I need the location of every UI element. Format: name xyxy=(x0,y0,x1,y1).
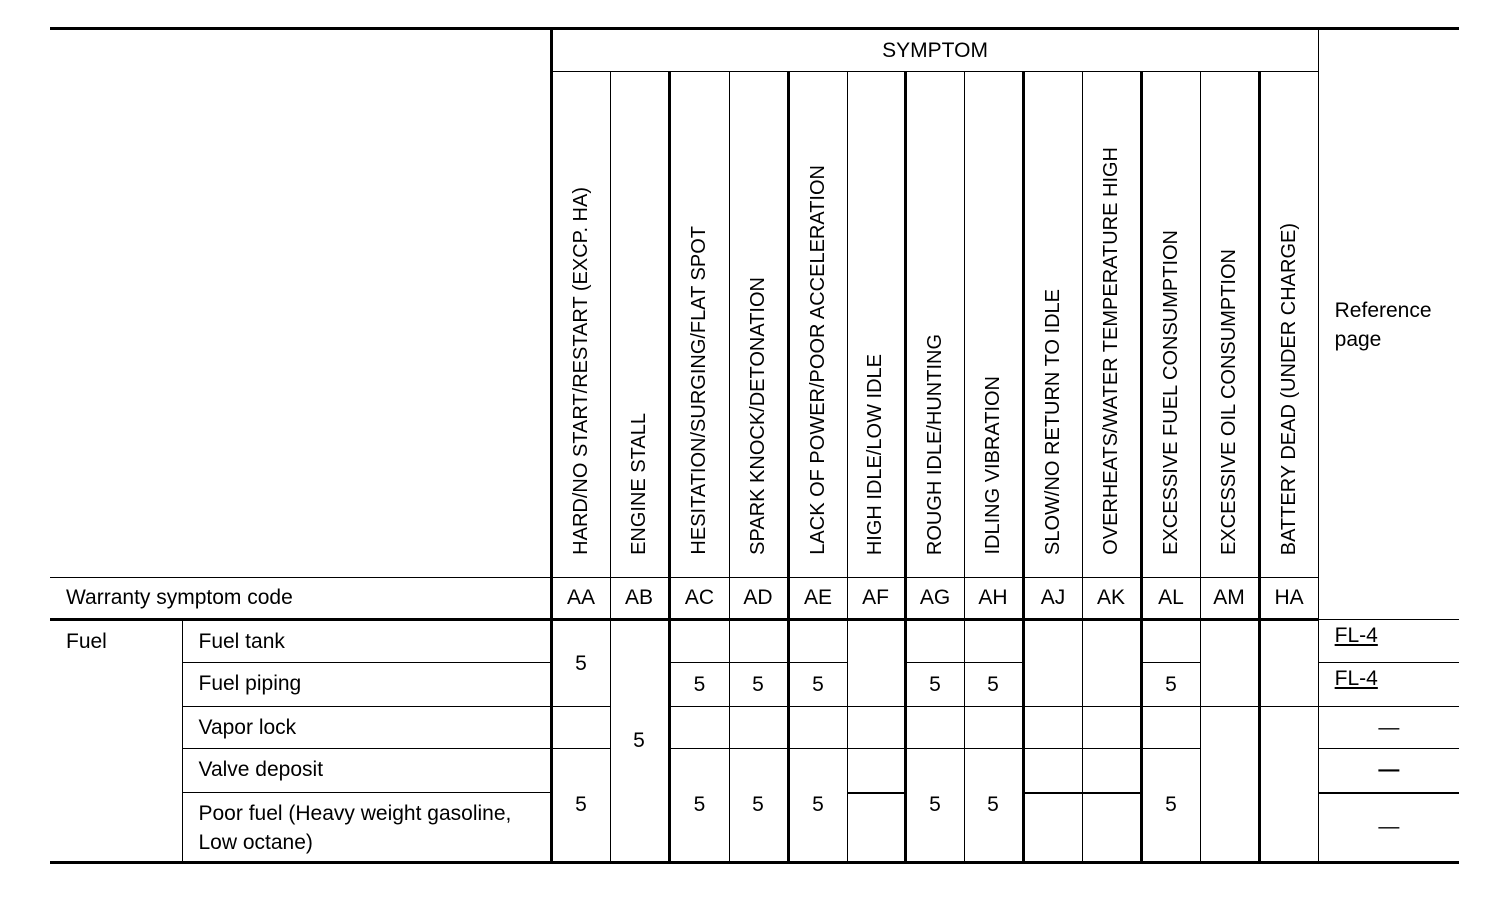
rating-cell: 5 xyxy=(1141,663,1200,707)
symptom-code: AM xyxy=(1200,578,1259,620)
symptom-label: HIGH IDLE/LOW IDLE xyxy=(847,72,905,578)
rating-cell xyxy=(1082,620,1141,707)
rating-cell xyxy=(1141,620,1200,663)
symptom-table xyxy=(50,27,1459,864)
rating-cell xyxy=(1259,707,1318,863)
symptom-header: SYMPTOM xyxy=(551,29,1318,72)
rating-cell xyxy=(1200,620,1259,707)
rating-cell: 5 xyxy=(905,749,964,863)
symptom-label: EXCESSIVE FUEL CONSUMPTION xyxy=(1141,72,1200,578)
rating-cell xyxy=(1023,793,1082,863)
rating-cell xyxy=(1023,749,1082,793)
rating-cell xyxy=(1082,793,1141,863)
item-label: Fuel tank xyxy=(182,620,551,663)
item-label: Poor fuel (Heavy weight gasoline, Low octane) xyxy=(182,793,551,863)
symptom-code: AE xyxy=(788,578,847,620)
rating-cell xyxy=(905,707,964,749)
symptom-code: AD xyxy=(729,578,788,620)
rating-cell xyxy=(847,620,905,707)
rating-cell xyxy=(551,707,610,749)
rating-cell: 5 xyxy=(788,663,847,707)
symptom-code: AB xyxy=(610,578,669,620)
symptom-code: AH xyxy=(964,578,1023,620)
item-label: Valve deposit xyxy=(182,749,551,793)
symptom-label: LACK OF POWER/POOR ACCELERATION xyxy=(788,72,847,578)
reference-none: — xyxy=(1318,749,1459,793)
item-label: Fuel piping xyxy=(182,663,551,707)
symptom-label: SPARK KNOCK/DETONATION xyxy=(729,72,788,578)
group-label: Fuel xyxy=(50,620,182,863)
rating-cell: 5 xyxy=(964,663,1023,707)
rating-cell xyxy=(1141,707,1200,749)
item-label: Vapor lock xyxy=(182,707,551,749)
reference-link[interactable]: FL-4 xyxy=(1318,663,1459,707)
symptom-label: EXCESSIVE OIL CONSUMPTION xyxy=(1200,72,1259,578)
reference-link[interactable]: FL-4 xyxy=(1318,620,1459,663)
reference-page-header: Reference page xyxy=(1318,29,1459,620)
symptom-code: AG xyxy=(905,578,964,620)
symptom-label: BATTERY DEAD (UNDER CHARGE) xyxy=(1259,72,1318,578)
symptom-label: OVERHEATS/WATER TEMPERATURE HIGH xyxy=(1082,72,1141,578)
symptom-label: HARD/NO START/RESTART (EXCP. HA) xyxy=(551,72,610,578)
rating-cell: 5 xyxy=(669,663,729,707)
rating-cell xyxy=(788,707,847,749)
symptom-code: AA xyxy=(551,578,610,620)
rating-cell: 5 xyxy=(729,663,788,707)
rating-cell xyxy=(729,707,788,749)
warranty-code-label: Warranty symptom code xyxy=(50,578,551,620)
rating-cell xyxy=(1259,620,1318,707)
rating-cell xyxy=(669,620,729,663)
rating-cell xyxy=(905,620,964,663)
symptom-label: HESITATION/SURGING/FLAT SPOT xyxy=(669,72,729,578)
symptom-label: ENGINE STALL xyxy=(610,72,669,578)
symptom-code: AF xyxy=(847,578,905,620)
rating-cell xyxy=(847,707,905,749)
symptom-label: IDLING VIBRATION xyxy=(964,72,1023,578)
rating-cell xyxy=(847,793,905,863)
blank-header xyxy=(50,29,551,578)
rating-cell xyxy=(1023,620,1082,707)
rating-cell: 5 xyxy=(610,620,669,863)
rating-cell: 5 xyxy=(1141,749,1200,863)
rating-cell xyxy=(964,707,1023,749)
rating-cell: 5 xyxy=(905,663,964,707)
rating-cell xyxy=(847,749,905,793)
symptom-label: SLOW/NO RETURN TO IDLE xyxy=(1023,72,1082,578)
rating-cell xyxy=(729,620,788,663)
rating-cell xyxy=(788,620,847,663)
symptom-code: AJ xyxy=(1023,578,1082,620)
rating-cell xyxy=(964,620,1023,663)
symptom-code: AK xyxy=(1082,578,1141,620)
rating-cell: 5 xyxy=(551,620,610,707)
symptom-label: ROUGH IDLE/HUNTING xyxy=(905,72,964,578)
reference-none: — xyxy=(1318,707,1459,749)
rating-cell: 5 xyxy=(964,749,1023,863)
symptom-code: AL xyxy=(1141,578,1200,620)
rating-cell xyxy=(669,707,729,749)
rating-cell xyxy=(1023,707,1082,749)
symptom-code: AC xyxy=(669,578,729,620)
rating-cell: 5 xyxy=(729,749,788,863)
rating-cell: 5 xyxy=(669,749,729,863)
reference-none: — xyxy=(1318,793,1459,863)
rating-cell xyxy=(1082,749,1141,793)
rating-cell xyxy=(1200,707,1259,863)
rating-cell: 5 xyxy=(551,749,610,863)
symptom-code: HA xyxy=(1259,578,1318,620)
rating-cell xyxy=(1082,707,1141,749)
rating-cell: 5 xyxy=(788,749,847,863)
